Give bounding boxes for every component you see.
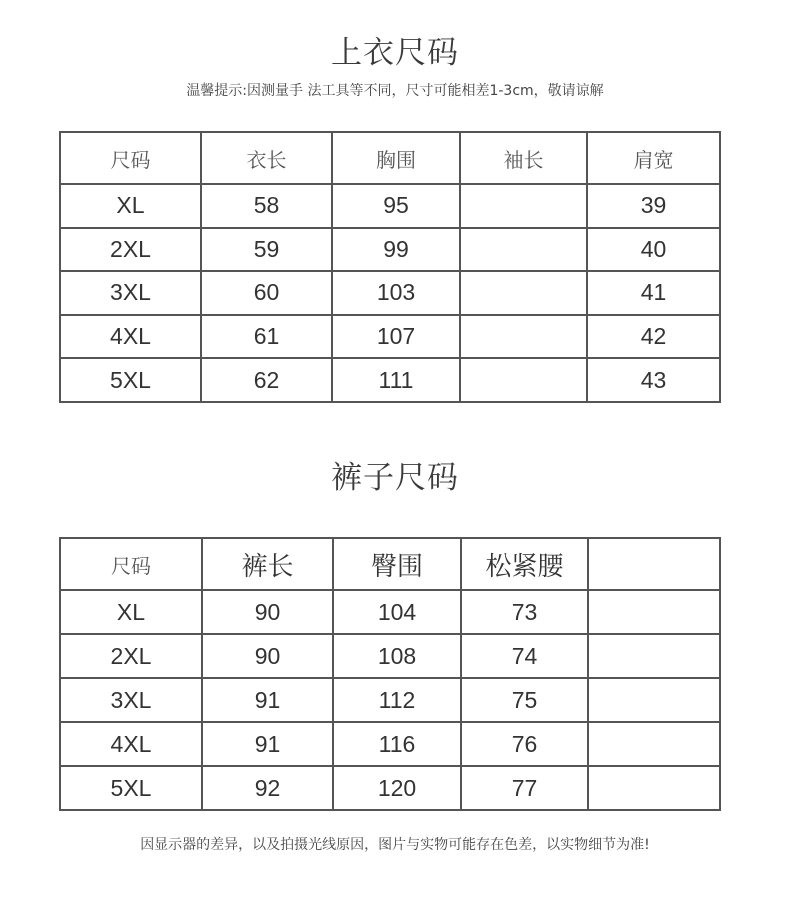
size-cell: 5XL <box>60 358 201 402</box>
table-cell: 62 <box>201 358 332 402</box>
header-cell: 衣长 <box>201 132 332 184</box>
table-cell: 107 <box>332 315 460 359</box>
size-cell: 4XL <box>60 315 201 359</box>
table-cell: 42 <box>587 315 720 359</box>
table-cell: 111 <box>332 358 460 402</box>
table-row <box>60 358 720 402</box>
table-cell <box>588 766 720 810</box>
header-cell: 肩宽 <box>587 132 720 184</box>
table-cell: 90 <box>202 590 333 634</box>
table-row <box>60 678 720 722</box>
table-row <box>60 271 720 315</box>
table-row <box>60 228 720 272</box>
header-cell: 臀围 <box>333 538 461 590</box>
table-cell: 120 <box>333 766 461 810</box>
table-cell: 60 <box>201 271 332 315</box>
top-size-chart-title: 上衣尺码 <box>331 35 459 71</box>
header-cell: 袖长 <box>460 132 587 184</box>
table-cell <box>460 358 587 402</box>
table-cell: 92 <box>202 766 333 810</box>
table-cell <box>588 634 720 678</box>
table-cell: 73 <box>461 590 588 634</box>
header-cell: 尺码 <box>60 538 202 590</box>
measurement-note: 温馨提示:因测量手 法工具等不同，尺寸可能相差1-3cm，敬请谅解 <box>186 83 604 99</box>
size-cell: 3XL <box>60 678 202 722</box>
table-cell: 58 <box>201 184 332 228</box>
table-cell: 40 <box>587 228 720 272</box>
table-cell: 116 <box>333 722 461 766</box>
size-cell: 2XL <box>60 634 202 678</box>
table-cell: 112 <box>333 678 461 722</box>
table-cell <box>588 590 720 634</box>
color-difference-disclaimer: 因显示器的差异，以及拍摄光线原因，图片与实物可能存在色差，以实物细节为准! <box>140 837 650 853</box>
table-row <box>60 590 720 634</box>
header-cell: 裤长 <box>202 538 333 590</box>
table-cell: 108 <box>333 634 461 678</box>
table-cell <box>588 678 720 722</box>
table-row <box>60 766 720 810</box>
table-cell <box>460 315 587 359</box>
table-cell: 61 <box>201 315 332 359</box>
size-cell: 5XL <box>60 766 202 810</box>
table-cell: 43 <box>587 358 720 402</box>
table-cell <box>460 228 587 272</box>
table-cell <box>460 271 587 315</box>
table-cell: 91 <box>202 678 333 722</box>
table-cell: 91 <box>202 722 333 766</box>
table-cell: 90 <box>202 634 333 678</box>
header-cell <box>588 538 720 590</box>
size-cell: XL <box>60 184 201 228</box>
size-cell: XL <box>60 590 202 634</box>
table-cell: 77 <box>461 766 588 810</box>
table-header-row <box>60 132 720 184</box>
table-cell: 41 <box>587 271 720 315</box>
table-row <box>60 315 720 359</box>
table-row <box>60 184 720 228</box>
table-header-row <box>60 538 720 590</box>
table-cell: 99 <box>332 228 460 272</box>
pants-size-chart-title: 裤子尺码 <box>331 460 459 496</box>
table-cell: 103 <box>332 271 460 315</box>
size-cell: 3XL <box>60 271 201 315</box>
header-cell: 尺码 <box>60 132 201 184</box>
table-cell: 95 <box>332 184 460 228</box>
table-cell: 59 <box>201 228 332 272</box>
table-cell: 74 <box>461 634 588 678</box>
table-row <box>60 722 720 766</box>
table-cell <box>460 184 587 228</box>
table-cell: 39 <box>587 184 720 228</box>
table-cell <box>588 722 720 766</box>
table-cell: 76 <box>461 722 588 766</box>
table-cell: 104 <box>333 590 461 634</box>
table-row <box>60 634 720 678</box>
header-cell: 松紧腰 <box>461 538 588 590</box>
size-cell: 2XL <box>60 228 201 272</box>
pants-size-table <box>59 537 721 811</box>
table-cell: 75 <box>461 678 588 722</box>
top-size-table <box>59 131 721 403</box>
header-cell: 胸围 <box>332 132 460 184</box>
size-cell: 4XL <box>60 722 202 766</box>
